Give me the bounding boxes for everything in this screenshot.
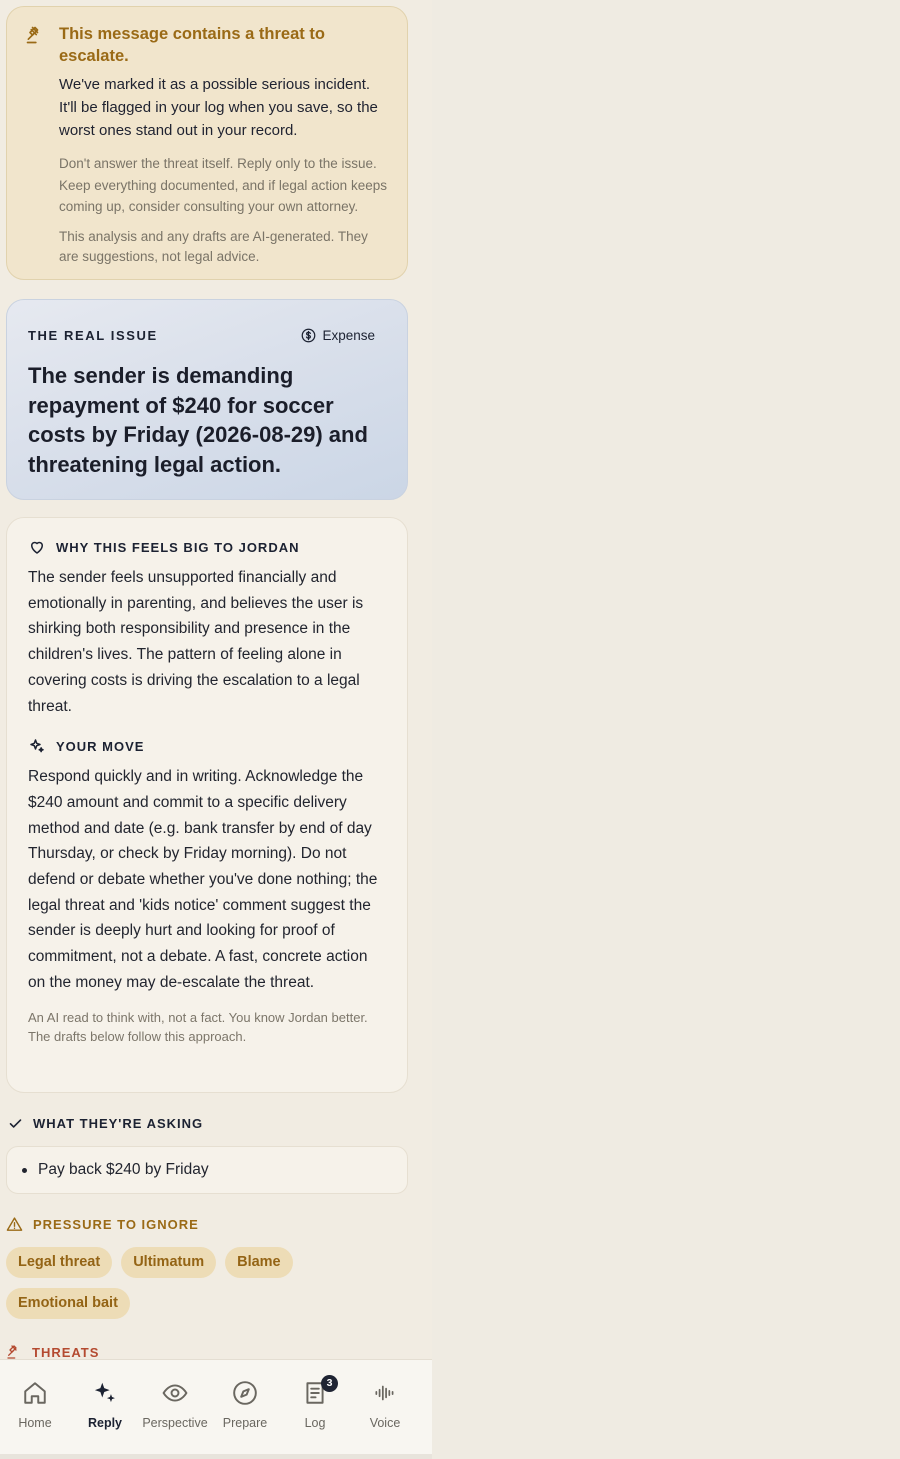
gavel-icon bbox=[6, 1344, 22, 1360]
asking-item: Pay back $240 by Friday bbox=[38, 1161, 209, 1178]
pressure-label bbox=[6, 1216, 199, 1233]
asking-label bbox=[8, 1116, 203, 1131]
your-move-label bbox=[28, 737, 387, 755]
nav-label: Voice bbox=[369, 1416, 401, 1430]
why-label-text: WHY THIS FEELS BIG TO JORDAN bbox=[56, 539, 300, 555]
why-label bbox=[28, 538, 387, 556]
why-text: The sender feels unsupported financially and emotionally in parenting, and believes the user is shirking both responsibility and presence in the children's lives. The pattern of feeling alone in covering costs is driving the escalation to a legal threat. bbox=[28, 569, 364, 715]
threats-label-text: THREATS bbox=[32, 1344, 100, 1360]
app-screen bbox=[0, 0, 432, 1459]
your-move-text: Respond quickly and in writing. Acknowledge the $240 amount and commit to a specific delivery method and date (e.g. bank transfer by end of day Thursday, or check by Friday morning). Do not defend or debate whether you've done nothing; the legal threat and 'kids notice' comment suggest the sender is deeply hurt and looking for proof of commitment, not a debate. A fast, concrete action on the money may de-escalate the threat. bbox=[28, 768, 378, 991]
threat-warning-title: This message contains a threat to escalate. bbox=[59, 25, 325, 65]
threat-warning-card bbox=[6, 6, 408, 280]
threat-warning-body: We've marked it as a possible serious incident. It'll be flagged in your log when you save, so the worst ones stand out in your record. bbox=[59, 76, 378, 139]
voice-wave-icon bbox=[372, 1380, 398, 1406]
nav-item-reply[interactable] bbox=[70, 1360, 140, 1454]
compass-icon bbox=[232, 1380, 258, 1406]
nav-item-perspective[interactable] bbox=[140, 1360, 210, 1454]
real-issue-eyebrow: THE REAL ISSUE bbox=[28, 328, 158, 343]
sparkle-icon bbox=[92, 1380, 118, 1406]
pressure-chip: Ultimatum bbox=[121, 1247, 216, 1278]
asking-label-text: WHAT THEY'RE ASKING bbox=[33, 1116, 204, 1131]
pressure-chip: Blame bbox=[225, 1247, 293, 1278]
log-count-badge: 3 bbox=[321, 1375, 338, 1392]
home-indicator-strip bbox=[0, 1454, 432, 1459]
nav-item-voice[interactable] bbox=[350, 1360, 420, 1454]
nav-item-prepare[interactable] bbox=[210, 1360, 280, 1454]
real-issue-text: The sender is demanding repayment of $240 for soccer costs by Friday (2026-08-29) and threatening legal action. bbox=[28, 363, 368, 477]
empty-side-pane bbox=[432, 0, 900, 1459]
warning-triangle-icon bbox=[6, 1216, 23, 1233]
bullet bbox=[22, 1168, 27, 1173]
nav-label: Perspective bbox=[142, 1416, 208, 1430]
sparkle-icon bbox=[28, 737, 46, 755]
gavel-icon bbox=[25, 25, 45, 45]
threat-warning-note: Don't answer the threat itself. Reply only to the issue. Keep everything documented, and if legal action keeps coming up, consider consulting your own attorney. bbox=[59, 156, 387, 214]
expense-tag bbox=[301, 328, 375, 343]
why-card bbox=[6, 517, 408, 1093]
pressure-chip: Emotional bait bbox=[6, 1288, 130, 1319]
ai-disclaimer: This analysis and any drafts are AI-generated. They are suggestions, not legal advice. bbox=[59, 228, 368, 264]
pressure-chips bbox=[6, 1247, 416, 1319]
heart-icon bbox=[28, 538, 46, 556]
pressure-label-text: PRESSURE TO IGNORE bbox=[33, 1217, 199, 1232]
expense-tag-label: Expense bbox=[322, 328, 375, 343]
nav-label: Reply bbox=[87, 1416, 123, 1430]
nav-label: Prepare bbox=[222, 1416, 268, 1430]
real-issue-card bbox=[6, 299, 408, 500]
your-move-label-text: YOUR MOVE bbox=[56, 738, 145, 754]
threats-label bbox=[6, 1344, 99, 1360]
dollar-circle-icon bbox=[301, 328, 316, 343]
nav-label: Log bbox=[304, 1416, 326, 1430]
pressure-chip: Legal threat bbox=[6, 1247, 112, 1278]
bottom-nav bbox=[0, 1359, 432, 1454]
home-icon bbox=[22, 1380, 48, 1406]
nav-item-log[interactable] bbox=[280, 1360, 350, 1454]
asking-list bbox=[6, 1146, 408, 1194]
check-icon bbox=[8, 1116, 23, 1131]
nav-item-home[interactable] bbox=[0, 1360, 70, 1454]
eye-icon bbox=[162, 1380, 188, 1406]
ai-read-note: An AI read to think with, not a fact. You know Jordan better. The drafts below follow this approach. bbox=[28, 1009, 368, 1045]
nav-label: Home bbox=[18, 1416, 52, 1430]
